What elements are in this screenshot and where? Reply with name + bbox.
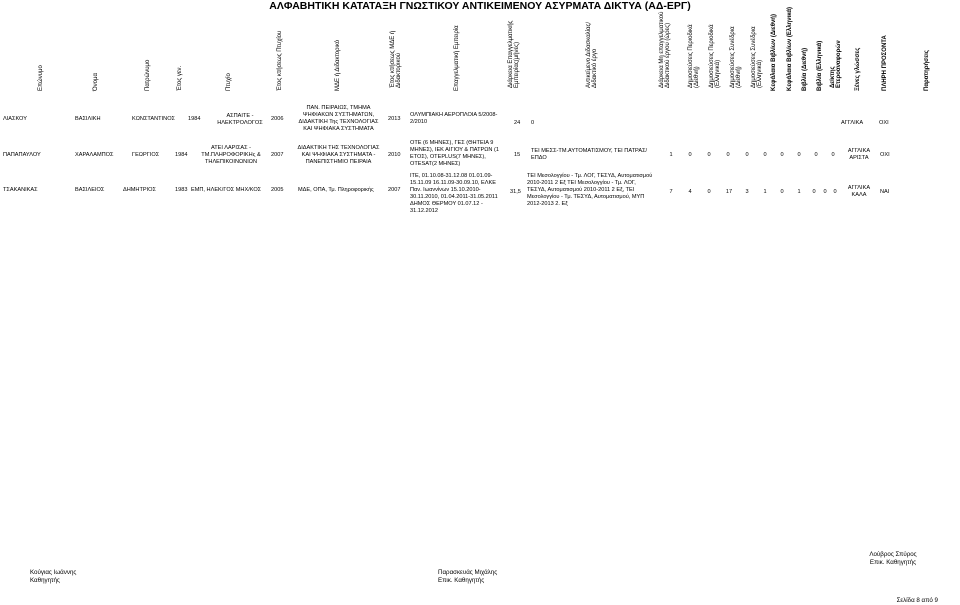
cell-count: 0	[833, 189, 837, 195]
signature-left	[30, 569, 110, 585]
cell-father: ΓΕΩΡΓΙΟΣ	[132, 152, 160, 158]
col-name: Όνομα	[93, 73, 99, 91]
cell-degree: ΕΜΠ, ΗΛΕΚ/ΓΟΣ ΜΗΧ/ΚΟΣ	[191, 187, 262, 193]
cell-count: 17	[725, 189, 733, 195]
cell-count: 1	[797, 189, 801, 195]
cell-experience: ΟΛΥΜΠΙΑΚΗ ΑΕΡΟΠΛΟΙΑ 5/2008-2/2010	[410, 112, 498, 125]
col-msc-year: Έτος κτήσεως ΜΔΕ ή Διδακτορικού	[390, 30, 402, 88]
col-birth: Έτος γεν.	[177, 65, 183, 91]
signer-name: Παρασκευάς Μιχάλης	[438, 569, 498, 576]
cell-count: 4	[688, 189, 692, 195]
cell-exp-duration: 15	[514, 152, 521, 158]
cell-msc-year: 2007	[388, 187, 401, 193]
cell-surname: ΤΣΑΚΑΝΙΚΑΣ	[3, 187, 38, 193]
col-journals-gr: Δημοσιεύσεις Περιοδικά (Ελληνικά)	[709, 24, 721, 88]
col-teaching-duration: Διάρκεια Μη επαγγελματικού Διδακτικού έργου (ώρες)	[659, 11, 671, 88]
col-books-int: Βιβλία (Διεθνή)	[802, 47, 808, 91]
cell-count: 1	[763, 189, 767, 195]
cell-count: 0	[814, 152, 818, 158]
cell-experience: ΙΤΕ, 01.10.08-31.12.08 01.01.09-15.11.09 16.11.09-30.09.10, ΕΛΚΕ Παν. Ιωαννίνων 15.10.2010-30.11.2010, 01.04.2011-31.05.2011 ΔΗΜΟΣ ΘΕΡΜΟΥ 01.07.12 - 31.12.2012	[410, 173, 498, 214]
signer-title: Καθηγητής	[30, 577, 60, 584]
cell-count: 0	[831, 152, 835, 158]
cell-count: 0	[797, 152, 801, 158]
col-degree-year: Έτος κτήσεως Πτυχίου	[277, 30, 283, 91]
cell-degree: ΑΤΕΙ ΛΑΡΙΣΑΣ - ΤΜ.ΠΛΗΡΟΦΟΡΙΚΗς & ΤΗΛΕΠΙΚΟΙΝΩΝΙΩΝ	[201, 145, 261, 165]
cell-father: ΚΩΝΣΤΑΝΤΙΝΟΣ	[132, 116, 176, 122]
cell-complete: ΟΧΙ	[879, 120, 889, 126]
signature-middle	[438, 569, 528, 585]
col-chapters-int: Κεφάλαια Βιβλίων (Διεθνή)	[771, 14, 777, 91]
cell-msc: ΜΔΕ, ΟΠΑ, Τμ. Πληροφορικής	[298, 187, 374, 193]
cell-degree-year: 2006	[271, 116, 284, 122]
col-surname: Επώνυμο	[38, 65, 44, 91]
cell-degree-year: 2005	[271, 187, 284, 193]
cell-msc: ΠΑΝ. ΠΕΙΡΑΙΩΣ, ΤΜΗΜΑ ΨΗΦΙΑΚΩΝ ΣΥΣΤΗΜΑΤΩΝ, ΔΙΔΑΚΤΙΚΗ Της ΤΕΧΝΟΛΟΓΙΑΣ ΚΑΙ ΨΗΦΙΑΚΑ ΣΥΣΤΗΜΑΤΑ	[298, 105, 379, 132]
cell-count: 0	[726, 152, 730, 158]
signer-name: Κούγιας Ιωάννης	[30, 569, 77, 576]
cell-name: ΧΑΡΑΛΑΜΠΟΣ	[75, 152, 114, 158]
cell-count: 0	[707, 189, 711, 195]
cell-birth: 1984	[188, 116, 201, 122]
cell-surname: ΠΑΠΑΠΑΥΛΟΥ	[3, 152, 41, 158]
signer-title: Επικ. Καθηγητής	[869, 559, 917, 566]
cell-count: 0	[780, 152, 784, 158]
col-complete: ΠΛΗΡΗ ΠΡΟΣΟΝΤΑ	[882, 35, 888, 91]
cell-exp-duration: 31,5	[510, 189, 521, 195]
page-number: Σελίδα 8 από 9	[896, 597, 938, 604]
col-books-gr: Βιβλία (Ελληνικά)	[817, 40, 823, 91]
table-row	[0, 102, 960, 136]
col-experience: Επαγγελματική Εμπειρία	[454, 25, 460, 91]
col-conf-int: Δημοσιεύσεις Συνέδρια (Διεθνή)	[730, 26, 742, 88]
cell-count: 0	[707, 152, 711, 158]
cell-msc-year: 2010	[388, 152, 401, 158]
cell-count: 7	[669, 189, 673, 195]
cell-birth: 1983	[175, 187, 188, 193]
col-citations: Δείκτης Ετεροαναφορών	[830, 40, 842, 88]
cell-name: ΒΑΣΙΛΕΙΟΣ	[75, 187, 105, 193]
signer-title: Επικ. Καθηγητής	[438, 577, 485, 584]
cell-count: 1	[669, 152, 673, 158]
cell-surname: ΛΙΑΣΚΟΥ	[3, 116, 27, 122]
cell-experience: ΟΤΕ (6 ΜΗΝΕΣ), ΓΕΣ (ΘΗΤΕΙΑ 9 ΜΗΝΕΣ), ΙΕΚ ΑΙΓΙΟΥ & ΠΑΤΡΩΝ (1 ΕΤΟΣ), OTEPLUS(7 ΜΗΝΕΣ), OTESAT(2 ΜΗΝΕΣ)	[410, 140, 499, 167]
cell-degree: ΑΣΠΑΙΤΕ - ΗΛΕΚΤΡΟΛΟΓΟΣ	[217, 113, 263, 126]
signer-name: Λούβρος Σπύρος	[869, 551, 917, 558]
col-teaching: Αντικείμενο Διδασκαλίας/ Διδακτικό έργο	[586, 21, 598, 88]
cell-teaching-duration: 0	[531, 120, 535, 126]
table-row	[0, 172, 960, 216]
cell-msc-year: 2013	[388, 116, 401, 122]
cell-count: 0	[688, 152, 692, 158]
table-row	[0, 138, 960, 172]
signature-right	[858, 551, 928, 567]
cell-birth: 1984	[175, 152, 188, 158]
col-conf-gr: Δημοσιεύσεις Συνέδρια (Ελληνικά)	[751, 26, 763, 88]
cell-languages: ΑΓΓΛΙΚΑ	[841, 120, 864, 126]
cell-name: ΒΑΣΙΛΙΚΗ	[75, 116, 101, 122]
cell-count: 0	[763, 152, 767, 158]
cell-degree-year: 2007	[271, 152, 284, 158]
col-remarks: Παρατηρήσεις	[924, 50, 930, 91]
cell-msc: ΔΙΔΑΚΤΙΚΗ ΤΗΣ ΤΕΧΝΟΛΟΓΙΑΣ ΚΑΙ ΨΗΦΙΑΚΑ ΣΥΣΤΗΜΑΤΑ - ΠΑΝΕΠΙΣΤΗΜΙΟ ΠΕΙΡΑΙΑ	[297, 145, 380, 165]
cell-teaching: ΤΕΙ Μεσολογγίου - Τμ. ΛΟΓ, ΤΕΣΥΔ, Αυτοματισμού 2010-2011 2 Εξ ΤΕΙ Μεσολογγίου - Τμ. ΛΟΓ, ΤΕΣΥΔ, Αυτοματισμού 2010-2011 2 Εξ, ΤΕΙ Μεσολογγίου - Τμ. ΤΕΣΥΔ, Αυτοματισμού, ΜΥΠ 2012-2013 2. Εξ	[527, 173, 653, 207]
cell-exp-duration: 24	[514, 120, 521, 126]
cell-father: ΔΗΜΗΤΡΙΟΣ	[123, 187, 156, 193]
cell-count: 3	[745, 189, 749, 195]
col-degree: Πτυχίο	[226, 73, 232, 91]
col-chapters-gr: Κεφάλαια Βιβλίων (Ελληνικά)	[787, 6, 793, 91]
cell-count: 0	[823, 189, 827, 195]
cell-count: 0	[780, 189, 784, 195]
cell-teaching: ΤΕΙ ΜΕΣΣ-ΤΜ.ΑΥΤΟΜΑΤΙΣΜΟΥ, ΤΕΙ ΠΑΤΡΑΣ/ΕΠΔΟ	[531, 148, 648, 161]
cell-languages: ΑΓΓΛΙΚΑ ΑΡΙΣΤΑ	[847, 148, 871, 161]
page-title: ΑΛΦΑΒΗΤΙΚΗ ΚΑΤΑΤΑΞΗ ΓΝΩΣΤΙΚΟΥ ΑΝΤΙΚΕΙΜΕΝΟΥ ΑΣΥΡΜΑΤΑ ΔΙΚΤΥΑ (ΑΔ-ΕΡΓ)	[269, 0, 691, 12]
cell-count: 0	[812, 189, 816, 195]
col-exp-duration: Διάρκεια Επαγγελματικής Εμπειρίας(μήνες)	[508, 20, 520, 88]
col-father: Πατρώνυμο	[145, 59, 151, 91]
cell-languages: ΑΓΓΛΙΚΑ ΚΑΛΑ	[847, 185, 871, 198]
col-languages: Ξένες γλώσσες	[855, 47, 861, 91]
cell-complete: ΝΑΙ	[880, 189, 890, 195]
cell-complete: ΟΧΙ	[880, 152, 890, 158]
col-journals-int: Δημοσιεύσεις Περιοδικά (Διεθνή)	[688, 24, 700, 88]
cell-count: 0	[745, 152, 749, 158]
col-msc: ΜΔΕ ή Διδακτορικό	[335, 39, 341, 91]
